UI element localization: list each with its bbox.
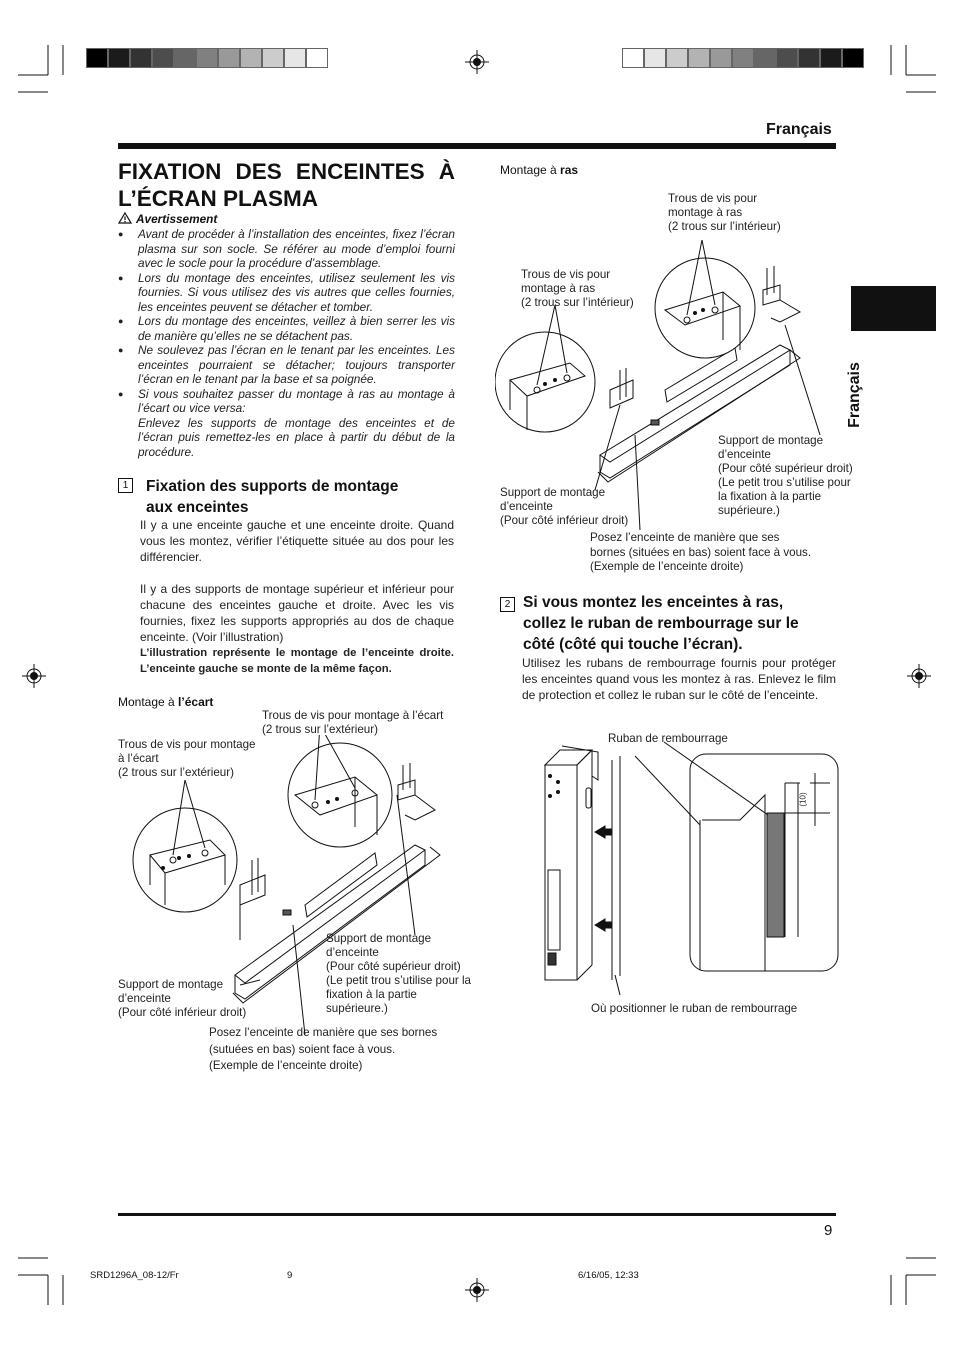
color-swatch [622, 48, 644, 68]
padding-tape-illustration [540, 740, 845, 1005]
color-swatch [842, 48, 864, 68]
section1-heading-line2: aux enceintes [146, 499, 249, 516]
fig-ras-callout-lower-support: Support de montage d’enceinte (Pour côté inférieur droit) [500, 486, 629, 527]
page-number: 9 [824, 1222, 833, 1239]
color-swatch [240, 48, 262, 68]
fig-ras-callout-bottom: Posez l’enceinte de manière que ses bornes (situées en bas) soient face à vous. (Exemple de l’enceinte droite) [590, 531, 812, 573]
section1-heading [146, 476, 398, 518]
section2-para: Utilisez les rubans de rembourrage fournis pour protéger les enceintes quand vous les montez à ras. Enlevez le film de protection et collez le ruban sur le côté de l’enceinte. [522, 656, 836, 702]
fig-ras-callout-top: Trous de vis pour montage à ras (2 trous sur l’intérieur) [668, 192, 781, 233]
section1-note: L’illustration représente le montage de l’enceinte droite. L’enceinte gauche se monte de la même façon. [140, 647, 454, 675]
registration-mark-bottom [465, 1278, 489, 1302]
color-swatch [732, 48, 754, 68]
section2-body [522, 655, 836, 703]
color-swatch [262, 48, 284, 68]
color-swatch [86, 48, 108, 68]
section2-heading [523, 592, 799, 655]
doc-code: SRD1296A_08-12/Fr [90, 1270, 179, 1281]
registration-mark-top [465, 50, 489, 74]
color-swatch [820, 48, 842, 68]
footer-rule [118, 1213, 836, 1216]
header-rule [118, 143, 836, 149]
color-swatch [130, 48, 152, 68]
doc-page: 9 [287, 1270, 293, 1281]
color-swatch [108, 48, 130, 68]
fig-ecart-callout-lower-support: Support de montage d’enceinte (Pour côté inférieur droit) [118, 978, 247, 1019]
registration-mark-right [907, 664, 931, 688]
warning-item: ● Avant de procéder à l’installation des enceintes, fixez l’écran plasma sur son socle. Se référer au mode d’emploi fourni avec le socle pour la procédure d’assemblage. [118, 227, 455, 271]
page-title [118, 158, 455, 212]
color-swatch [666, 48, 688, 68]
section2-heading-line1: Si vous montez les enceintes à ras, [523, 594, 784, 611]
fig-ras-callout-upper-support: Support de montage d’enceinte (Pour côté supérieur droit) (Le petit trou s’utilise pour la fixation à la partie supérieure.) [718, 434, 853, 517]
color-swatch [754, 48, 776, 68]
color-swatch [710, 48, 732, 68]
fig-ras-callout-left: Trous de vis pour montage à ras (2 trous sur l’intérieur) [521, 268, 634, 309]
color-swatch [174, 48, 196, 68]
speaker-ecart-illustration [115, 735, 495, 1035]
color-swatch [152, 48, 174, 68]
fig-ras-label-prefix: Montage à [500, 163, 561, 177]
fig-ecart-label [118, 695, 213, 710]
section1-para2: Il y a des supports de montage supérieur et inférieur pour chacune des enceintes gauche et droite. Avec les vis fournies, fixez les supports appropriés au dos de chaque enceinte. (Voir l’illustration) [140, 582, 454, 644]
fig-ecart-callout-top: Trous de vis pour montage à l’écart (2 trous sur l’extérieur) [262, 709, 444, 736]
color-swatch [776, 48, 798, 68]
fig-ras-label-bold: ras [560, 163, 579, 177]
warning-block [118, 212, 455, 459]
fig-ecart-callout-upper-support: Support de montage d’enceinte (Pour côté supérieur droit) (Le petit trou s’utilise pour la fixation à la partie supérieure.) [326, 932, 471, 1015]
warning-item: ● Lors du montage des enceintes, veillez à bien serrer les vis de manière qu’elles ne se détachent pas. [118, 314, 455, 343]
speaker-ras-illustration [495, 230, 870, 530]
fig-ecart-callout-left: Trous de vis pour montage à l’écart (2 trous sur l’extérieur) [118, 738, 256, 779]
step-number-2: 2 [500, 597, 515, 612]
color-swatch [644, 48, 666, 68]
dimension-label: (10) [798, 792, 808, 807]
fig-tape-callout-top: Ruban de rembourrage [608, 732, 728, 745]
section1-heading-line1: Fixation des supports de montage [146, 478, 399, 495]
section1-para1: Il y a une enceinte gauche et une enceinte droite. Quand vous les montez, vérifier l’étiquette située au dos pour les différencier. [140, 518, 454, 564]
warning-heading: Avertissement [136, 212, 218, 226]
doc-timestamp: 6/16/05, 12:33 [578, 1270, 639, 1281]
fig-ecart-label-prefix: Montage à [118, 695, 179, 709]
warning-triangle-icon [118, 212, 132, 224]
color-swatch [798, 48, 820, 68]
warning-item-continuation: Enlevez les supports de montage des enceintes et de l’écran puis remettez-les en place à partir du début de la procédure. [138, 415, 455, 459]
fig-ecart-label-bold: l’écart [178, 695, 214, 709]
warning-item: ● Ne soulevez pas l’écran en le tenant par les enceintes. Les enceintes pourraient se détacher; toujours transporter l’écran en le tenant par la base et sa poignée. [118, 343, 455, 387]
section2-heading-line2: collez le ruban de rembourrage sur le [523, 615, 799, 632]
warning-item: ● Lors du montage des enceintes, utilisez seulement les vis fournies. Si vous utilisez des vis autres que celles fournies, les enceintes peuvent se détacher et tomber. [118, 271, 455, 315]
color-swatch [306, 48, 328, 68]
section2-heading-line3: côté (côté qui touche l’écran). [523, 636, 743, 653]
color-swatch [688, 48, 710, 68]
color-swatch [196, 48, 218, 68]
fig-ecart-callout-bottom: Posez l’enceinte de manière que ses bornes (sutuées en bas) soient face à vous. (Exemple de l’enceinte droite) [209, 1026, 438, 1072]
fig-tape-callout-bottom: Où positionner le ruban de rembourrage [591, 1002, 798, 1015]
warning-item: ● Si vous souhaitez passer du montage à ras au montage à l’écart ou vice versa: [118, 387, 455, 416]
page-title-line2: L’ÉCRAN PLASMA [118, 186, 319, 211]
step-number-1: 1 [118, 478, 133, 493]
language-label: Français [766, 121, 832, 138]
color-swatch [284, 48, 306, 68]
color-swatch [218, 48, 240, 68]
side-tab-label: Français [846, 362, 863, 428]
registration-mark-left [22, 664, 46, 688]
page-title-line1: FIXATION DES ENCEINTES À [118, 159, 455, 184]
section1-body [140, 517, 454, 677]
fig-ras-label [500, 163, 578, 178]
